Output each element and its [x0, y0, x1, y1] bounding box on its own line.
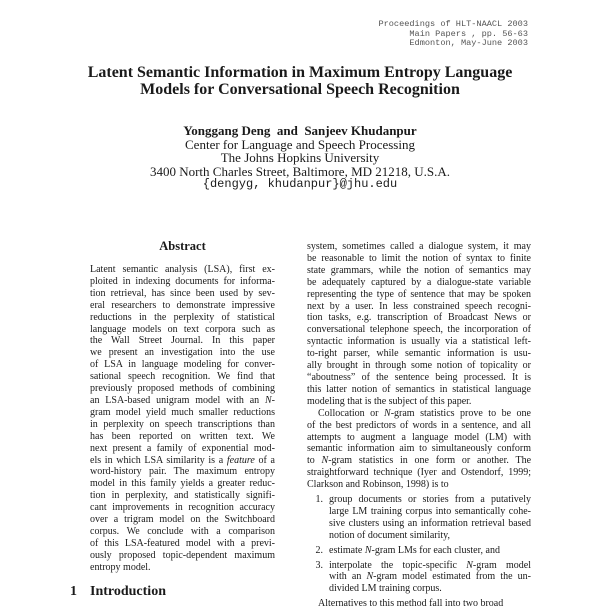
text-line: corpus. We conclude with a comparison [90, 525, 275, 537]
list-number: 1. [315, 494, 323, 506]
section-heading [70, 584, 166, 599]
proceedings-info [378, 20, 528, 49]
text-line: eral researchers to demonstrate impressive [90, 299, 275, 311]
text-line: over a trigram model on the Switchboard [90, 514, 275, 526]
list-number: 3. [315, 559, 323, 571]
abstract-body [90, 264, 275, 574]
text-line: large LM training corpus into semantically cohe- [329, 505, 531, 517]
text-line: reductions in the perplexity of statistical [90, 311, 275, 323]
list-item [307, 560, 531, 596]
text-line: state grammars, while the notion of semantics may [307, 264, 531, 276]
text-line: Clarkson and Robinson, 1998) is to [307, 479, 449, 491]
text-line: tion retrieval, has since been used by sev- [90, 287, 275, 299]
author-email: {dengyg, khudanpur}@jhu.edu [202, 177, 398, 192]
text-line: ously proposed topic-dependent maximum [90, 549, 275, 561]
text-line: Latent semantic analysis (LSA), first ex- [90, 264, 275, 275]
text-line: semantic information aim to simultaneously conform [307, 443, 531, 455]
text-line: tion tasks, e.g. transcription of Broadcast News or [307, 312, 531, 324]
list-item [307, 494, 531, 542]
section-title: Introduction [90, 584, 166, 599]
text-line: gram model yield much smaller reductions [90, 406, 275, 418]
text-line: ploited in indexing documents for informa- [90, 275, 275, 287]
text-line: attempts to augment a language model (LM) with [307, 431, 531, 443]
text-line: estimate N-gram LMs for each cluster, and [329, 544, 500, 556]
affiliation-line: 3400 North Charles Street, Baltimore, MD 21218, U.S.A. [149, 163, 451, 179]
text-line: entropy model. [90, 561, 151, 573]
text-line: word-history pair. The maximum entropy [90, 466, 275, 478]
text-line: to N-gram statistics in one form or another. The [307, 455, 531, 467]
list-number: 2. [315, 544, 323, 556]
text-line: representing the type of sentence that may be spoken [307, 288, 531, 300]
paper-title [0, 64, 600, 98]
text-line: next present a family of exponential mod- [90, 442, 275, 454]
text-line: this latter notion of semantics in statistical language [307, 383, 531, 395]
text-line: Alternatives to this method fall into two broad [318, 598, 504, 610]
text-line: the Wall Street Journal. In this paper [90, 335, 275, 347]
text-line: an LSA-based unigram model with an N- [90, 394, 275, 406]
text-line: ally brought in through some notion of topicality or [307, 360, 531, 372]
text-line: straightforward technique (Iyer and Ostendorf, 1999; [307, 467, 531, 479]
proceedings-line: Edmonton, May-June 2003 [409, 38, 528, 49]
text-line: conversational telephone speech, the incorporation of [307, 324, 531, 336]
text-line: to-right parser, while semantic information is usu- [307, 348, 531, 360]
text-line: sational speech recognition. We find that [90, 371, 275, 383]
proceedings-line: Main Papers , pp. 56-63 [409, 28, 528, 39]
text-line: notion of document similarity, [329, 529, 451, 541]
text-line: sive clusters using an information retrieval based [329, 517, 531, 529]
section-number: 1 [70, 584, 77, 599]
text-line: language models on text corpora such as [90, 323, 275, 335]
abstract-heading: Abstract [159, 239, 206, 253]
author-block [0, 124, 600, 192]
text-line: Collocation or N-gram statistics prove to be one [318, 407, 531, 419]
list-item [307, 545, 531, 557]
affiliation-line: Center for Language and Speech Processing [185, 136, 415, 152]
title-line: Models for Conversational Speech Recognition [140, 81, 460, 98]
text-line: els in which LSA similarity is a feature of a [90, 454, 275, 466]
text-line: interpolate the topic-specific N-gram model [329, 559, 531, 571]
proceedings-line: Proceedings of HLT-NAACL 2003 [378, 19, 528, 29]
text-line: model in this family yields a greater reduc- [90, 478, 275, 490]
text-line: syntactic information is usually via a statistical left- [307, 336, 531, 348]
author-names: Yonggang Deng and Sanjeev Khudanpur [183, 123, 417, 138]
text-line: of the best predictors of words in a sentence, and all [307, 419, 531, 431]
text-line: cant improvements in recognition accuracy [90, 502, 275, 514]
text-line: next by a user. In less constrained speech recogni- [307, 300, 531, 312]
text-line: modeling that is the subject of this paper. [307, 395, 472, 407]
text-line: group documents or stories from a putatively [329, 494, 531, 506]
text-line: we present an investigation into the use [90, 347, 275, 359]
text-line: of this LSA-featured model with a previ- [90, 537, 275, 549]
text-line: system, sometimes called a dialogue system, it may [307, 241, 531, 252]
text-line: has been reported on written text. We [90, 430, 275, 442]
affiliation-line: The Johns Hopkins University [220, 150, 380, 166]
text-line: be reasonable to limit the notion of syntax to finite [307, 252, 531, 264]
title-line: Latent Semantic Information in Maximum Entropy Language [87, 64, 513, 81]
right-column-body [307, 241, 531, 610]
text-line: with an N-gram model estimated from the un- [329, 571, 531, 583]
text-line: of LSA in language modeling for conver- [90, 359, 275, 371]
text-line: in perplexity on speech transcriptions than [90, 418, 275, 430]
text-line: previously proposed methods of combining [90, 383, 275, 395]
text-line: tion in perplexity, and statistically signifi- [90, 490, 275, 502]
text-line: “aboutness” of the sentence being processed. It is [307, 371, 531, 383]
text-line: divided LM training corpus. [329, 583, 442, 595]
text-line: be adequately captured by a dialogue-state variable [307, 276, 531, 288]
